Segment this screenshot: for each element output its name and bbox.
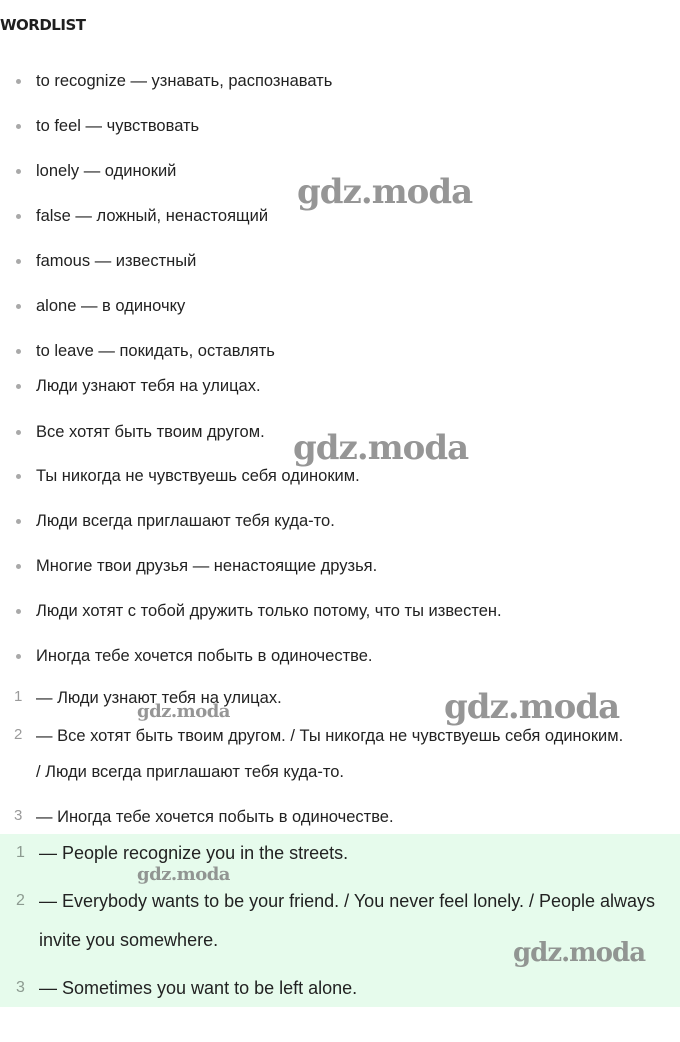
- bullet-icon: [16, 169, 21, 174]
- list-item-text: Люди хотят с тобой дружить только потому, что ты известен.: [36, 602, 502, 620]
- bullet-icon: [16, 79, 21, 84]
- numbered-item-text: — Все хотят быть твоим другом. / Ты никогда не чувствуешь себя одиноким. / Люди всегда приглашают тебя куда-то.: [36, 727, 624, 781]
- bullet-icon: [16, 304, 21, 309]
- numbered-item-text: — Everybody wants to be your friend. / You never feel lonely. / People always invite you somewhere.: [39, 891, 656, 950]
- bullet-icon: [16, 214, 21, 219]
- numbered-item-text: — Иногда тебе хочется побыть в одиночестве.: [36, 808, 394, 826]
- list-item-text: lonely — одинокий: [36, 162, 177, 180]
- list-item-text: to recognize — узнавать, распознавать: [36, 72, 333, 90]
- list-item-text: famous — известный: [36, 252, 197, 270]
- numbered-item-text: — Люди узнают тебя на улицах.: [36, 689, 282, 707]
- list-item-text: Иногда тебе хочется побыть в одиночестве.: [36, 647, 373, 665]
- page-title: WORDLIST: [0, 16, 86, 34]
- item-number: 3: [14, 807, 23, 824]
- watermark: gdz.moda: [137, 864, 230, 885]
- bullet-icon: [16, 654, 21, 659]
- list-item-text: to leave — покидать, оставлять: [36, 342, 275, 360]
- bullet-icon: [16, 384, 21, 389]
- numbered-item-text: — People recognize you in the streets.: [39, 843, 349, 863]
- item-number: 1: [14, 688, 23, 705]
- watermark: gdz.moda: [137, 701, 230, 722]
- bullet-icon: [16, 349, 21, 354]
- list-item-text: Многие твои друзья — ненастоящие друзья.: [36, 557, 378, 575]
- list-item-text: alone — в одиночку: [36, 297, 186, 315]
- item-number: 2: [16, 892, 25, 909]
- list-item-text: Люди всегда приглашают тебя куда-то.: [36, 512, 335, 530]
- bullet-icon: [16, 519, 21, 524]
- watermark: gdz.moda: [444, 687, 620, 727]
- item-number: 1: [16, 844, 25, 861]
- watermark: gdz.moda: [297, 172, 473, 212]
- list-item-text: Все хотят быть твоим другом.: [36, 423, 265, 441]
- bullet-icon: [16, 609, 21, 614]
- list-item-text: Люди узнают тебя на улицах.: [36, 377, 261, 395]
- item-number: 2: [14, 726, 23, 743]
- list-item-text: to feel — чувствовать: [36, 117, 200, 135]
- item-number: 3: [16, 979, 25, 996]
- bullet-icon: [16, 259, 21, 264]
- list-item-text: Ты никогда не чувствуешь себя одиноким.: [36, 467, 360, 485]
- bullet-icon: [16, 474, 21, 479]
- watermark: gdz.moda: [293, 428, 469, 468]
- bullet-icon: [16, 564, 21, 569]
- watermark: gdz.moda: [513, 938, 646, 968]
- bullet-icon: [16, 124, 21, 129]
- bullet-icon: [16, 430, 21, 435]
- numbered-item-text: — Sometimes you want to be left alone.: [39, 978, 358, 998]
- list-item-text: false — ложный, ненастоящий: [36, 207, 269, 225]
